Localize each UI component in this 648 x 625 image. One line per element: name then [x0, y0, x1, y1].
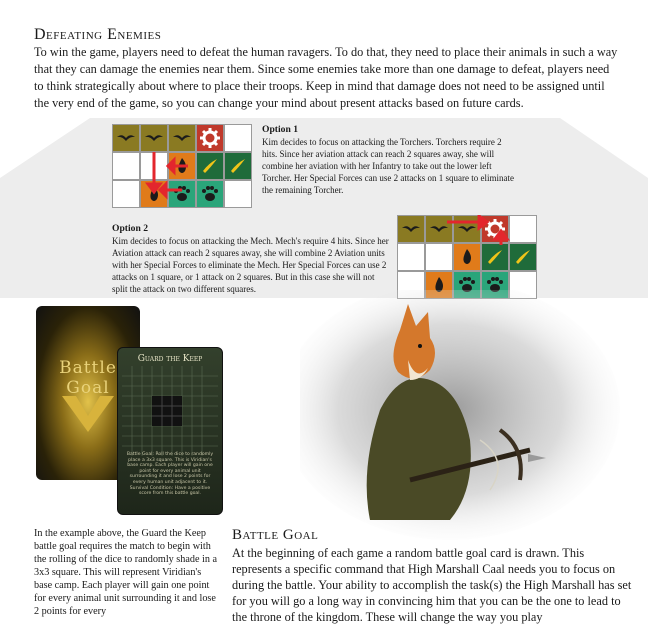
attack-arrows [112, 124, 256, 210]
card-front-title: Guard the Keep [137, 354, 203, 364]
option2-text: Kim decides to focus on attacking the Mech. Mech's require 4 hits. Since her Aviation attack can reach 2 squares away, she will combine 2 Aviation units with her Special Forces to eliminate the Mech. Her Special Forces can use 2 attacks on 1 square, or 1 attack on 2 squares. But in this case she will not split the attack on two different squares. [112, 236, 389, 294]
card-back-title-2: Goal [66, 378, 110, 398]
card-grid [122, 366, 218, 456]
intro-paragraph: To win the game, players need to defeat the human ravagers. To do that, they need to place their animals in such a way that they can damage the enemies near them. Since some enemies take more than one damage to defeat, players need to think strategically about where to place their troops. Keep in mind that damage does not need to be assigned until the very end of the game, so you can change your mind about present attacks based on future cards. [34, 45, 618, 110]
battle-goal-card-front [117, 347, 223, 515]
option2-title: Option 2 [112, 223, 148, 234]
battle-goal-title: Battle Goal [232, 527, 319, 543]
fox-illustration [300, 290, 648, 550]
option2-grid [397, 215, 541, 301]
option1-block [262, 124, 517, 196]
option2-block [112, 223, 390, 295]
option1-grid [112, 124, 256, 210]
chevron-icon [60, 394, 116, 434]
attack-arrows [397, 215, 541, 301]
section-title: Defeating Enemies [34, 26, 162, 43]
card-back-title-1: Battle [59, 358, 117, 378]
option1-title: Option 1 [262, 124, 298, 135]
guard-keep-explanation: In the example above, the Guard the Keep battle goal requires the match to begin with the rolling of the dice to randomly shade in a 3x3 square. This will represent Viridian's base camp. Each player will gain one point for every animal unit surrounding it and lose 2 points for every [34, 528, 218, 617]
battle-goal-text: At the beginning of each game a random battle goal card is drawn. This represents a specific command that High Marshall Caal needs you to focus on during the battle. Your ability to accomplish the task(s) the High Marshall has set for you will go a long way in convincing him that you can be the one to lead to the throne of the kingdom. These will change the way you play [232, 546, 632, 624]
option1-text: Kim decides to focus on attacking the Torchers. Torchers require 2 hits. Since her aviation attack can reach 2 squares away, she will combine her aviation with her Infantry to take out the lower left Torcher. Her Special Forces can use 2 attacks on 1 square to eliminate the remaining Torcher. [262, 137, 515, 195]
card-front-text: Battle Goal: Roll the dice to randomly place a 3x3 square. This is Viridian's base camp. Each player will gain one point for every animal unit surrounding it and lose 2 points for every human unit adjacent to it. Survival Condition: Have a positive score from this battle goal. [126, 452, 214, 497]
